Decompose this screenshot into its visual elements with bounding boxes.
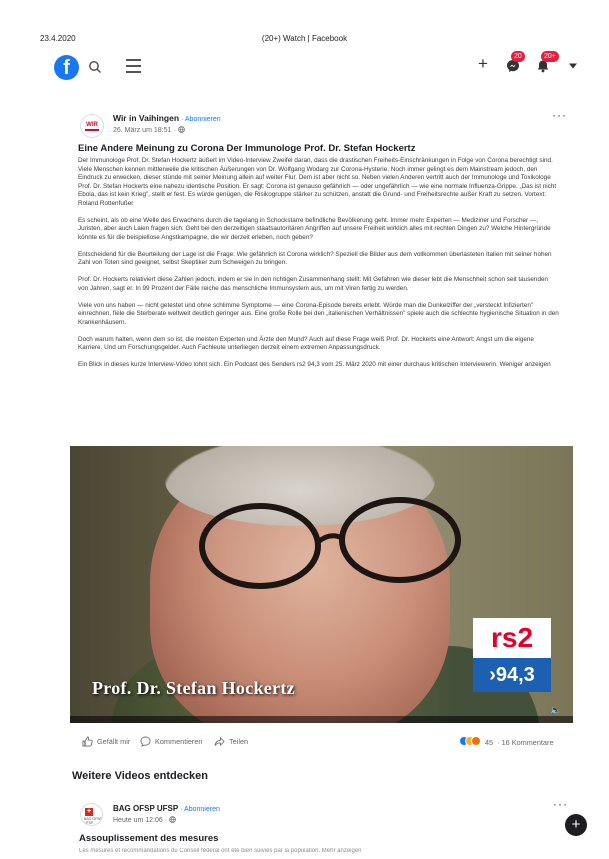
station-logo-text: rs2 bbox=[473, 618, 551, 658]
share-arrow-icon bbox=[214, 736, 225, 747]
post-paragraph: Prof. Dr. Hockerts relativiert diese Zahlen jedoch, indem er sie in den richtigen Zusammenhang stellt: Mit Gefahren wie dieser lebt die Menschheit schon seit tausenden von Jahren, sagt er. In 99 Prozent der Fälle reiche das menschliche Immunsystem aus, um mit Viren fertig zu werden. bbox=[78, 276, 549, 292]
post-body bbox=[78, 157, 560, 378]
logo-bar bbox=[85, 129, 99, 131]
print-header bbox=[0, 34, 609, 48]
post-actions-bar bbox=[82, 736, 572, 750]
video-glasses-shape bbox=[190, 494, 470, 589]
suggested-post-snippet: Les mesures et recommandations du Conseil fédéral ont été bien suivies par la population. Mehr anzeigen bbox=[79, 848, 362, 854]
post-paragraph: Entscheidend für die Beurteilung der Lage ist die Frage: Wie gefährlich ist Corona wirklich? Speziell die Bilder aus dem vollkommen überlasteten Italien mit seiner hohen Zahl von Toten sind geeignet, selbst Skeptiker zum Schweigen zu bringen. bbox=[78, 250, 552, 266]
post-options-icon[interactable]: ··· bbox=[552, 108, 567, 122]
globe-icon bbox=[169, 816, 176, 823]
menu-icon[interactable] bbox=[126, 59, 141, 73]
post-timestamp bbox=[113, 126, 185, 134]
post-date-link[interactable]: 26. März um 18:51 · bbox=[113, 127, 178, 134]
print-page-title: (20+) Watch | Facebook bbox=[261, 34, 348, 43]
create-icon[interactable]: + bbox=[478, 54, 488, 73]
post-paragraph: Der Immunologe Prof. Dr. Stefan Hockertz äußert im Video-Interview Zweifel daran, dass die drastischen Freiheits-Einschränkungen in Folge von Corona berechtigt sind. Viele Menschen kennen mittlerweile die kritischen Äußerungen von Dr. Wolfgang Wodarg zur Corona-Hysterie. Noch immer gelingt es dem Mainstream jedoch, den Eindruck zu erwecken, dieser stünde mit seiner Meinung allein auf weiter Flur. Dem ist aber nicht so. Neben vielen Anderen vertritt auch der Immunologe und Toxikologe Prof. Dr. Stefan Hockerts eine nahezu identische Position. Er sagt: Corona ist genauso gefährlich — oder ungefährlich — wie eine normale Influenza-Grippe. „Das ist nicht Ebola, das ist kein Krieg", stellt er fest. Es würde genügen, die Risikogruppe stärker zu schützen, anstatt die Grund- und Freiheitsrechte außer Kraft zu setzen. Vortext: Roland Rottenfußer bbox=[78, 157, 557, 207]
post-paragraph: Es scheint, als ob eine Welle des Erwachens durch die tagelang in Schockstarre befindliche Bevölkerung geht. Immer mehr Experten — Mediziner und Forscher —, Juristen, aber auch Laien fragen sich: Geht bei den derzeitigen staatsautoritären Angriffen auf unsere Freiheit wirklich alles mit rechten Dingen zu? Welche Hintergründe könnte es für die beispiellose Angstkampagne, die wir derzeit erleben, noch geben? bbox=[78, 216, 551, 241]
reaction-icons bbox=[459, 736, 477, 748]
notifications-button[interactable] bbox=[536, 53, 556, 73]
search-icon[interactable] bbox=[88, 60, 102, 74]
section-heading: Weitere Videos entdecken bbox=[72, 770, 208, 782]
like-button[interactable] bbox=[82, 736, 130, 747]
page-avatar[interactable] bbox=[80, 114, 104, 138]
comment-label: Kommentieren bbox=[155, 737, 203, 746]
top-navigation-bar bbox=[48, 52, 588, 84]
suggested-page-avatar[interactable] bbox=[80, 803, 103, 826]
volume-icon[interactable]: 🔈 bbox=[550, 705, 562, 715]
print-date: 23.4.2020 bbox=[40, 34, 76, 43]
reactions-summary[interactable] bbox=[459, 736, 554, 748]
separator: · bbox=[178, 806, 185, 813]
share-button[interactable] bbox=[214, 736, 248, 747]
angry-reaction-icon bbox=[471, 736, 481, 746]
post-page-name bbox=[113, 113, 221, 123]
suggested-post-title: Assouplissement des mesures bbox=[79, 833, 219, 844]
post-paragraph: Doch warum halten, wenn dem so ist, die meisten Experten und Ärzte den Mund? Auch auf diese Frage weiß Prof. Dr. Hockerts eine Antwort: Angst um die eigene Karriere. Und um Forschungsgelder. Auch Fachleute unterliegen derzeit einem extremen Anpassungsdruck. bbox=[78, 335, 534, 351]
messenger-button[interactable] bbox=[506, 53, 522, 73]
reaction-count: 45 bbox=[485, 737, 494, 747]
account-chevron-down-icon[interactable] bbox=[568, 62, 578, 70]
radio-station-logo bbox=[473, 618, 551, 692]
new-message-button[interactable]: + bbox=[565, 814, 587, 836]
video-caption: Prof. Dr. Stefan Hockertz bbox=[92, 678, 295, 698]
comment-button[interactable] bbox=[140, 736, 202, 747]
swiss-cross-icon: + bbox=[86, 808, 92, 815]
wir-logo-text: WIR bbox=[86, 122, 98, 128]
suggested-page-name bbox=[113, 804, 220, 813]
suggested-post-timestamp bbox=[113, 816, 176, 824]
video-progress-bar[interactable] bbox=[70, 716, 573, 723]
thumbs-up-icon bbox=[82, 736, 93, 747]
globe-icon bbox=[178, 126, 185, 133]
suggested-post-options-icon[interactable]: ··· bbox=[553, 797, 568, 811]
follow-button[interactable]: Abonnieren bbox=[184, 116, 221, 123]
share-label: Teilen bbox=[229, 737, 249, 746]
video-player[interactable] bbox=[70, 446, 573, 723]
notifications-badge: 20+ bbox=[541, 51, 559, 62]
suggested-post-date-link[interactable]: Heute um 12:06 · bbox=[113, 817, 170, 824]
like-label: Gefällt mir bbox=[97, 737, 131, 746]
station-frequency: ›94,3 bbox=[473, 658, 551, 692]
post-headline: Eine Andere Meinung zu Corona Der Immunologe Prof. Dr. Stefan Hockertz bbox=[78, 143, 416, 154]
separator: · bbox=[179, 116, 185, 123]
facebook-logo-icon[interactable]: f bbox=[54, 55, 79, 80]
page-name-link[interactable]: Wir in Vaihingen bbox=[113, 113, 180, 123]
avatar-text: BAG OFSP UFSP bbox=[84, 817, 102, 825]
suggested-follow-button[interactable]: Abonnieren bbox=[184, 806, 220, 813]
post-paragraph: Viele von uns haben — nicht getestet und ohne schlimme Symptome — eine Corona-Episode bereits erlebt. Würde man die Dunkelziffer der „versteckt Infizierten" einrechnen, fiele die Sterberate weltweit deutlich geringer aus. Eine große Rolle bei den „italienischen Verhältnissen" spiele auch die schlechte hygienische Situation in den Krankenhäusern. bbox=[78, 301, 559, 326]
comment-bubble-icon bbox=[140, 736, 151, 747]
comment-count[interactable]: · 16 Kommentare bbox=[497, 737, 554, 747]
messenger-badge: 20 bbox=[511, 51, 525, 62]
suggested-page-name-link[interactable]: BAG OFSP UFSP bbox=[113, 804, 179, 813]
post-paragraph-last[interactable]: Ein Blick in dieses kurze Interview-Video lohnt sich. Ein Podcast des Senders rs2 94,3 vom 25. März 2020 mit einer durchaus kritischen Interviewerin. Weniger anzeigen bbox=[78, 361, 551, 368]
